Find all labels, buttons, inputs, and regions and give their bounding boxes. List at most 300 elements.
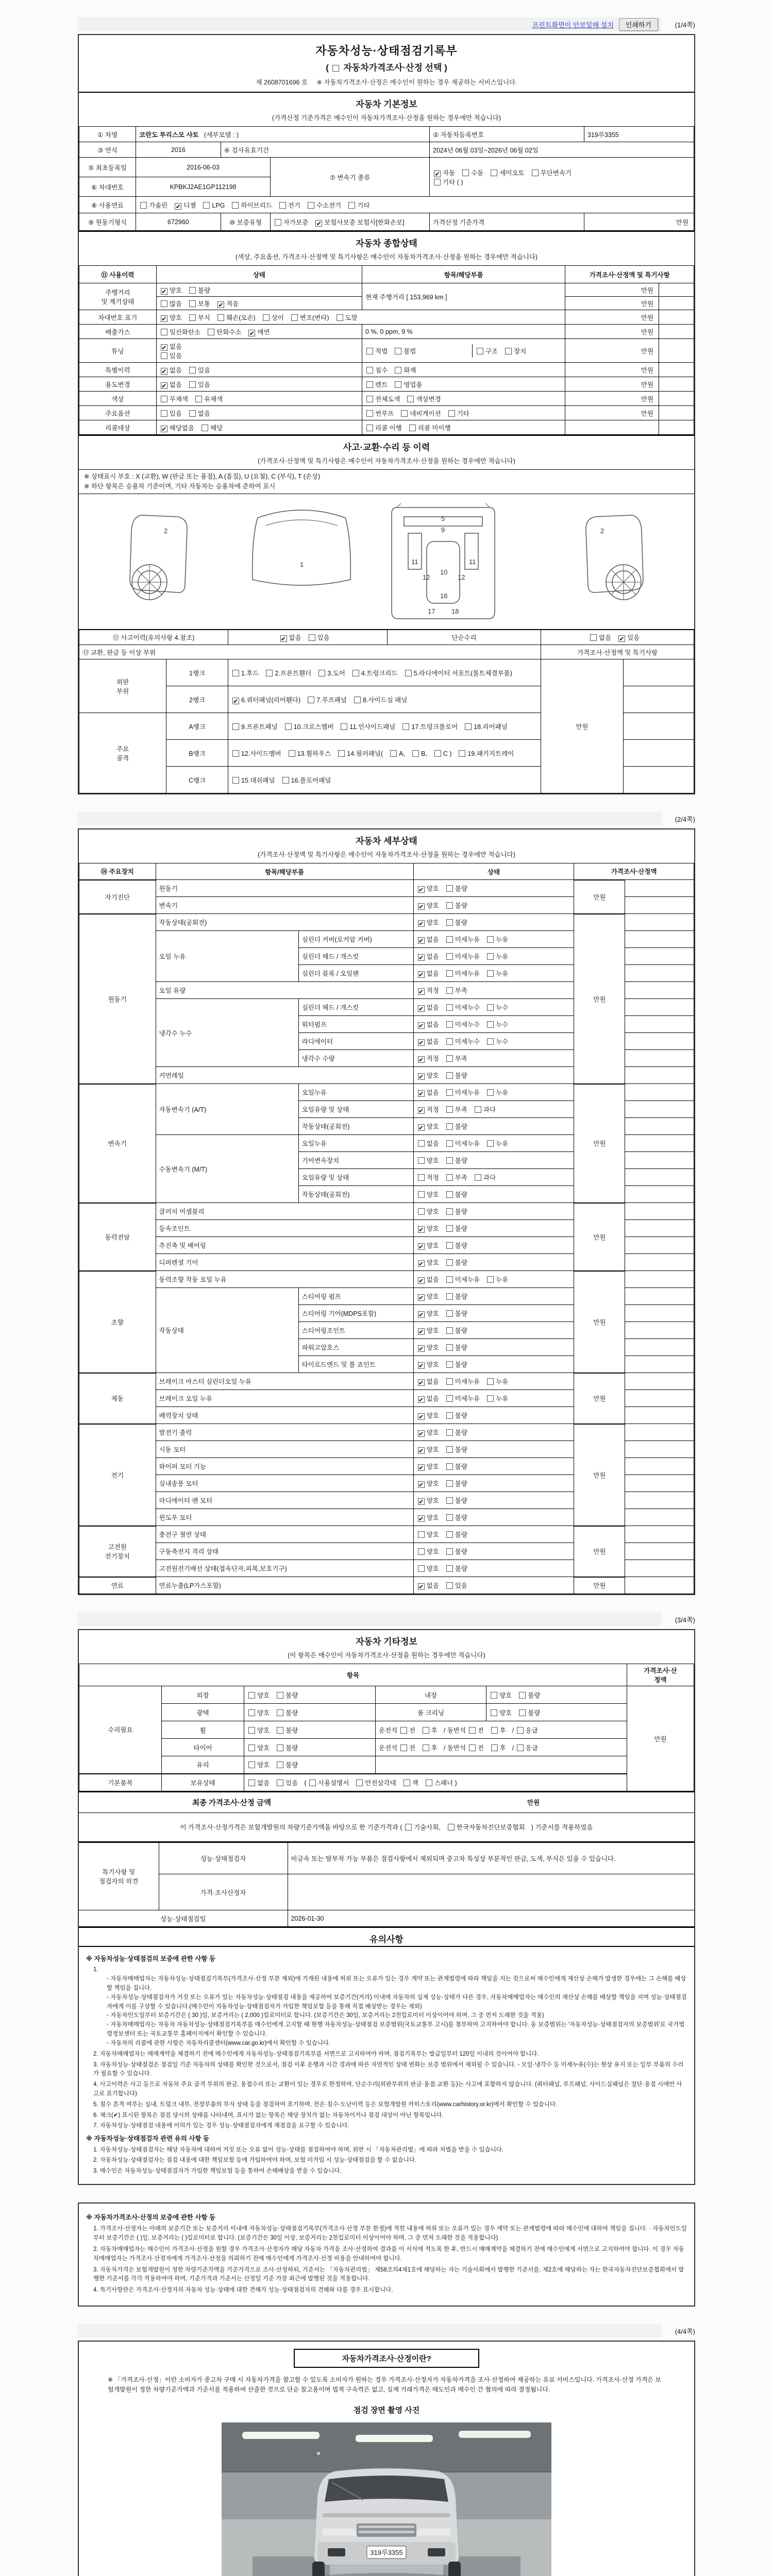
checkbox-없음[interactable]: ✔: [281, 635, 287, 642]
checkbox-화재[interactable]: [395, 367, 401, 374]
checkbox-불량[interactable]: [446, 1191, 453, 1198]
checkbox-불량[interactable]: [519, 1692, 526, 1699]
checkbox-있음[interactable]: [309, 634, 315, 641]
checkbox-해당없음[interactable]: ✔: [161, 425, 167, 433]
checkbox-불량[interactable]: [446, 1480, 453, 1487]
checkbox-색상변경[interactable]: [407, 396, 414, 402]
svg-text:319루3355: 319루3355: [370, 2549, 403, 2557]
checkbox-미세누유[interactable]: [446, 970, 453, 977]
checkbox-과다[interactable]: [475, 1174, 481, 1181]
checkbox-스패너 )[interactable]: [426, 1780, 432, 1786]
device-group: 동력전달: [79, 1203, 156, 1271]
checkbox-미세누유[interactable]: [446, 1378, 453, 1385]
checkbox-누유[interactable]: [487, 1089, 494, 1096]
detail-state: [413, 1016, 574, 1033]
detail-subitem: 스티어링 펌프: [298, 1288, 413, 1305]
detail-item: 작동상태(공회전): [156, 914, 413, 931]
checkbox-9.프론트패널[interactable]: [232, 723, 239, 730]
checkbox-label: 없음: [426, 1140, 439, 1147]
checkbox-한국자동차진단보증협회[interactable]: [448, 1824, 455, 1831]
checkbox-label: 불량: [455, 1531, 467, 1538]
checkbox-매연[interactable]: ✔: [249, 329, 255, 337]
checkbox-누유[interactable]: [487, 1140, 494, 1147]
checkbox-양호[interactable]: [491, 1692, 497, 1699]
checkbox-없음[interactable]: ✔: [161, 344, 167, 351]
checkbox-label: 불량: [285, 1709, 298, 1717]
checkbox-label: 누유: [496, 1089, 509, 1096]
checkbox-없음[interactable]: ✔: [418, 1583, 424, 1590]
checkbox-양호[interactable]: ✔: [418, 1124, 424, 1131]
checkbox-수소전기[interactable]: [308, 202, 314, 209]
checkbox-B,[interactable]: [412, 750, 419, 757]
checkbox-1.후드[interactable]: [232, 670, 239, 676]
checkbox-무채색[interactable]: [161, 396, 167, 402]
checkbox-리콜 미이행[interactable]: [409, 425, 416, 431]
checkbox-양호[interactable]: [418, 1548, 425, 1555]
detail-col-price: 가격조사·산정액: [574, 863, 694, 880]
checkbox-변조(변타)[interactable]: [291, 314, 298, 321]
checkbox-불량[interactable]: [446, 1446, 453, 1453]
checkbox-영업용[interactable]: [395, 381, 401, 388]
checkbox-미세누유[interactable]: [446, 1276, 453, 1283]
checkbox-미세누수[interactable]: [446, 1038, 453, 1045]
detail-item: 커먼레일: [156, 1067, 413, 1084]
notice-title: 유의사항: [79, 1927, 694, 1946]
checkbox-도말[interactable]: [337, 314, 343, 321]
notice-item: 6. 체크(✔) 표시된 항목은 점검 당시의 상태를 나타내며, 표시가 없는 항목은 해당 장치가 없는 자동차이거나 점검 대상이 아닌 항목입니다.: [93, 2112, 444, 2119]
checkbox-불량[interactable]: [446, 1361, 453, 1368]
etc-state: [244, 1704, 376, 1721]
etc-basic-tokens: [244, 1774, 627, 1791]
checkbox-6.쿼터패널(리어휀다)[interactable]: ✔: [233, 697, 239, 705]
detail-price: 만원: [574, 880, 625, 914]
checkbox-label: 기타: [357, 201, 370, 209]
checkbox-양호[interactable]: ✔: [418, 1345, 424, 1352]
checkbox-양호[interactable]: [248, 1727, 255, 1734]
checkbox-없음[interactable]: ✔: [418, 1022, 424, 1029]
detail-item: 윈도우 모터: [156, 1509, 413, 1526]
checkbox-label: B,: [421, 750, 427, 757]
checkbox-불량[interactable]: [277, 1692, 283, 1699]
checkbox-누유[interactable]: [487, 1395, 494, 1402]
checkbox-불량[interactable]: [446, 1497, 453, 1504]
checkbox-A,[interactable]: [390, 750, 397, 757]
checkbox-양호[interactable]: ✔: [418, 1226, 424, 1233]
checkbox-상이[interactable]: [263, 314, 270, 321]
checkbox-탄화수소[interactable]: [208, 329, 214, 335]
checkbox-기타[interactable]: [348, 202, 355, 209]
checkbox-장치[interactable]: [505, 348, 512, 354]
checkbox-미세누유[interactable]: [446, 1395, 453, 1402]
checkbox-양호[interactable]: ✔: [418, 1515, 424, 1522]
checkbox-label: 불량: [455, 1123, 467, 1130]
checkbox-양호[interactable]: ✔: [418, 1481, 424, 1488]
checkbox-13.휠하우스[interactable]: [289, 750, 295, 757]
checkbox-3.도어[interactable]: [318, 670, 325, 676]
checkbox-사용설명서[interactable]: [309, 1780, 316, 1786]
mileage-state-1: [156, 283, 362, 297]
checkbox-없음[interactable]: ✔: [418, 1379, 424, 1386]
checkbox-양호[interactable]: [491, 1709, 497, 1716]
checkbox-수동[interactable]: [462, 170, 469, 176]
checkbox-누유[interactable]: [487, 953, 494, 960]
checkbox-불량[interactable]: [446, 1514, 453, 1521]
checkbox-적법[interactable]: [366, 348, 373, 354]
checkbox-불량[interactable]: [277, 1761, 283, 1768]
checkbox-16.플로어패널[interactable]: [282, 777, 289, 784]
checkbox-있음[interactable]: [189, 367, 196, 374]
checkbox-label: 없음: [426, 1021, 439, 1028]
checkbox-label: 적정: [426, 1174, 439, 1181]
detail-state: [413, 1322, 574, 1339]
checkbox-label: 후: [431, 1744, 438, 1752]
checkbox-없음[interactable]: ✔: [418, 1396, 424, 1403]
checkbox-부족[interactable]: [446, 1106, 453, 1113]
checkbox-양호[interactable]: ✔: [418, 886, 424, 893]
checkbox-label: A,: [399, 750, 405, 757]
checkbox-불량[interactable]: [446, 919, 453, 926]
checkbox-label: 양호: [426, 1412, 439, 1419]
checkbox-label: 변조(변타): [299, 314, 329, 321]
checkbox-안전삼각대[interactable]: [356, 1780, 363, 1786]
checkbox-부족[interactable]: [446, 987, 453, 994]
checkbox-불량[interactable]: [519, 1709, 526, 1716]
checkbox-불량[interactable]: [446, 1463, 453, 1470]
checkbox-응급[interactable]: [517, 1744, 524, 1751]
checkbox-불량[interactable]: [446, 1327, 453, 1334]
checkbox-누유[interactable]: [487, 1276, 494, 1283]
checkbox-양호[interactable]: [418, 1531, 425, 1538]
etc-free: [376, 1721, 627, 1739]
checkbox-미세누유[interactable]: [446, 1140, 453, 1147]
checkbox-없음[interactable]: ✔: [418, 1005, 424, 1012]
checkbox-14.필러패널([interactable]: [338, 750, 345, 757]
checkbox-렌트[interactable]: [366, 381, 373, 388]
checkbox-미세누수[interactable]: [446, 1004, 453, 1011]
rank-items: [228, 686, 541, 713]
detail-item: 클러치 어셈블리: [156, 1203, 413, 1220]
checkbox-후[interactable]: [423, 1744, 429, 1751]
checkbox-양호[interactable]: ✔: [418, 1311, 424, 1318]
checkbox-label: 불량: [455, 1327, 467, 1334]
checkbox-누수[interactable]: [487, 1038, 494, 1045]
checkbox-양호[interactable]: ✔: [418, 1430, 424, 1437]
checkbox-8.사이드실 패널[interactable]: [354, 697, 361, 703]
checkbox-label: 부족: [455, 1174, 467, 1181]
checkbox-2.프론트휀더[interactable]: [266, 670, 273, 676]
checkbox-유채색[interactable]: [195, 396, 202, 402]
checkbox-미세누유[interactable]: [446, 953, 453, 960]
checkbox-불량[interactable]: [277, 1709, 283, 1716]
checkbox-구조[interactable]: [477, 348, 483, 354]
checkbox-불량[interactable]: [446, 1531, 453, 1538]
checkbox-디젤[interactable]: ✔: [175, 202, 181, 210]
checkbox-양호[interactable]: ✔: [418, 1447, 424, 1454]
checkbox-label: 있음: [627, 634, 640, 641]
checkbox-label: 기타 ( ): [443, 178, 463, 186]
checkbox-4.트렁크리드[interactable]: [352, 670, 359, 676]
checkbox-label: 있음: [285, 1779, 298, 1787]
checkbox-가솔린[interactable]: [140, 202, 147, 209]
checkbox-label: 양호: [426, 1463, 439, 1470]
print-button[interactable]: 인쇄하기: [619, 18, 658, 31]
checkbox-불량[interactable]: [446, 1344, 453, 1351]
checkbox-해당[interactable]: [201, 425, 208, 431]
checkbox-label: 미세누유: [455, 936, 480, 943]
checkbox-후[interactable]: [423, 1727, 429, 1734]
checkbox-불량[interactable]: [446, 1310, 453, 1317]
checkbox-양호[interactable]: [248, 1709, 255, 1716]
checkbox-label: 양호: [426, 902, 439, 909]
checkbox-양호[interactable]: ✔: [418, 1464, 424, 1471]
checkbox-누수[interactable]: [487, 1021, 494, 1028]
checkbox-label: 불량: [455, 1157, 467, 1164]
checkbox-부식[interactable]: [189, 314, 196, 321]
checkbox-label: 무단변속기: [540, 169, 572, 177]
row-items: [362, 406, 565, 420]
inline-text: /: [512, 1726, 514, 1734]
checkbox-label: 양호: [257, 1691, 270, 1699]
checkbox-적정[interactable]: [418, 1174, 425, 1181]
detail-state-table: [79, 863, 694, 1594]
checkbox-있음[interactable]: [161, 410, 167, 417]
checkbox-불량[interactable]: [446, 1412, 453, 1419]
checkbox-label: 전: [477, 1744, 484, 1752]
checkbox-price-appraisal-select[interactable]: [332, 65, 339, 72]
checkbox-썬루프[interactable]: [366, 410, 373, 417]
checkbox-많음[interactable]: [161, 300, 167, 307]
checkbox-전체도색[interactable]: [366, 396, 373, 402]
checkbox-전기[interactable]: [279, 202, 286, 209]
checkbox-부족[interactable]: [446, 1174, 453, 1181]
checkbox-불량[interactable]: [446, 1293, 453, 1300]
checkbox-양호[interactable]: ✔: [418, 1073, 424, 1080]
checkbox-있음[interactable]: [446, 1582, 453, 1589]
checkbox-양호[interactable]: [248, 1692, 255, 1699]
checkbox-불법[interactable]: [395, 348, 401, 354]
checkbox-불량[interactable]: [446, 1548, 453, 1555]
checkbox-없음[interactable]: ✔: [418, 1090, 424, 1097]
checkbox-없음[interactable]: [189, 410, 196, 417]
checkbox-누유[interactable]: [487, 936, 494, 943]
checkbox-무단변속기[interactable]: [532, 170, 539, 176]
detail-item: 오일 누유: [156, 931, 298, 982]
checkbox-label: 양호: [426, 919, 439, 926]
checkbox-양호[interactable]: [248, 1761, 255, 1768]
detail-item: 원동기: [156, 880, 413, 897]
checkbox-양호[interactable]: ✔: [418, 1362, 424, 1369]
checkbox-침수[interactable]: [366, 367, 373, 374]
checkbox-label: 응급: [525, 1726, 538, 1734]
notice-item: 2. 자동차매매업자는 매매계약을 체결하기 전에 매수인에게 자동차성능·상태점검기록부를 서면으로 고지하여야 하며, 점검기록부는 발급일부터 120일 이내의 것이어야 합니다.: [93, 2050, 539, 2057]
checkbox-양호[interactable]: [418, 1208, 425, 1215]
checkbox-label: 장치: [514, 347, 527, 355]
checkbox-LPG[interactable]: [203, 202, 210, 209]
checkbox-19.패키지트레이[interactable]: [459, 750, 465, 757]
checkbox-불량[interactable]: [446, 1429, 453, 1436]
checkbox-리콜 이행[interactable]: [366, 425, 373, 431]
checkbox-잭[interactable]: [404, 1780, 410, 1786]
checkbox-양호[interactable]: ✔: [418, 1294, 424, 1301]
checkbox-없음[interactable]: ✔: [418, 1039, 424, 1046]
checkbox-15.대쉬패널[interactable]: [232, 777, 239, 784]
checkbox-양호[interactable]: [418, 1565, 425, 1572]
row-items: [362, 420, 565, 435]
row-items: [362, 363, 565, 377]
etc-item-2: 내장: [376, 1686, 486, 1704]
checkbox-10.크로스멤버[interactable]: [285, 723, 292, 730]
car-name-value: 코란도 투리스모 샤토 (세부모델 : ): [136, 127, 430, 142]
checkbox-label: 없음: [426, 1089, 439, 1096]
checkbox-일산화탄소[interactable]: [161, 329, 167, 335]
checkbox-기술사회,[interactable]: [405, 1824, 412, 1831]
checkbox-기타 ( )[interactable]: [434, 179, 441, 185]
checkbox-하이브리드[interactable]: [232, 202, 239, 209]
checkbox-자동[interactable]: ✔: [434, 170, 440, 178]
checkbox-응급[interactable]: [517, 1727, 524, 1734]
checkbox-없음[interactable]: ✔: [161, 367, 167, 375]
checkbox-훼손(오손)[interactable]: [217, 314, 224, 321]
install-print-link[interactable]: 프린트화면이 안보일때 설치: [532, 21, 614, 29]
checkbox-없음[interactable]: ✔: [418, 971, 424, 978]
checkbox-양호[interactable]: ✔: [418, 1260, 424, 1267]
checkbox-불량[interactable]: [446, 885, 453, 892]
checkbox-불량[interactable]: [446, 1242, 453, 1249]
checkbox-label: 불량: [455, 1429, 467, 1436]
checkbox-양호[interactable]: [248, 1744, 255, 1751]
checkbox-label: 불량: [455, 1565, 467, 1572]
checkbox-label: 전체도색: [375, 395, 400, 403]
accident-section-sub: (가격조사·산정액 및 특기사항은 매수인이 자동차가격조사·산정을 원하는 경우에만 적습니다): [258, 457, 515, 465]
checkbox-label: 미세누유: [455, 1089, 480, 1096]
checkbox-전[interactable]: [469, 1744, 476, 1751]
checkbox-label: 불법: [404, 347, 416, 355]
etc-state: [244, 1756, 376, 1774]
checkbox-불량[interactable]: [446, 902, 453, 909]
checkbox-양호[interactable]: ✔: [418, 1498, 424, 1505]
detail-item: 와이퍼 모터 기능: [156, 1458, 413, 1475]
detail-state: [413, 1118, 574, 1135]
checkbox-누유[interactable]: [487, 970, 494, 977]
checkbox-불량[interactable]: [446, 1259, 453, 1266]
checkbox-11.인사이드패널[interactable]: [341, 723, 347, 730]
appraiser-opinion-text: [288, 1874, 694, 1910]
detail-state: [413, 1101, 574, 1118]
checkbox-없음[interactable]: ✔: [418, 954, 424, 961]
checkbox-불량[interactable]: [446, 1225, 453, 1232]
tuning-label: 튜닝: [79, 339, 157, 363]
checkbox-17.트렁크플로어[interactable]: [402, 723, 409, 730]
checkbox-전[interactable]: [400, 1727, 407, 1734]
detail-col-state: 상태: [413, 863, 574, 880]
checkbox-적음[interactable]: ✔: [218, 301, 224, 309]
checkbox-미세누수[interactable]: [446, 1021, 453, 1028]
checkbox-미세누유[interactable]: [446, 1089, 453, 1096]
checkbox-label: 11.인사이드패널: [349, 723, 396, 731]
year-value: 2016: [136, 142, 221, 158]
checkbox-부족[interactable]: [446, 1055, 453, 1062]
checkbox-12.사이드멤버[interactable]: [232, 750, 239, 757]
checkbox-없음[interactable]: ✔: [418, 1277, 424, 1284]
checkbox-있음[interactable]: ✔: [619, 635, 625, 642]
checkbox-누수[interactable]: [487, 1004, 494, 1011]
checkbox-없음[interactable]: [418, 1140, 425, 1147]
checkbox-label: 리콜 미이행: [417, 424, 451, 432]
checkbox-label: 불량: [197, 286, 211, 294]
checkbox-label: 불량: [455, 1072, 467, 1079]
checkbox-불량[interactable]: [446, 1208, 453, 1215]
checkbox-양호[interactable]: ✔: [418, 903, 424, 910]
checkbox-18.리어패널[interactable]: [465, 723, 472, 730]
checkbox-기타[interactable]: [448, 410, 455, 417]
checkbox-양호[interactable]: ✔: [418, 1328, 424, 1335]
checkbox-미세누유[interactable]: [446, 936, 453, 943]
checkbox-양호[interactable]: ✔: [418, 920, 424, 927]
checkbox-없음[interactable]: ✔: [418, 937, 424, 944]
checkbox-양호[interactable]: ✔: [418, 1243, 424, 1250]
checkbox-양호[interactable]: ✔: [161, 315, 167, 323]
checkbox-후[interactable]: [491, 1744, 498, 1751]
checkbox-양호[interactable]: [418, 1157, 425, 1164]
checkbox-과다[interactable]: [475, 1106, 481, 1113]
checkbox-불량[interactable]: [277, 1744, 283, 1751]
overall-section-title: 자동차 종합상태: [79, 231, 694, 250]
detail-subitem: 기어변속장치: [298, 1152, 413, 1169]
checkbox-label: 불량: [528, 1691, 541, 1699]
checkbox-불량[interactable]: [446, 1157, 453, 1164]
checkbox-양호[interactable]: ✔: [418, 1413, 424, 1420]
checkbox-label: 양호: [426, 1259, 439, 1266]
state-code-note: ※ 상태표시 부호 : X (교환), W (판금 또는 용접), A (흠집), U (요철), C (부식), T (손상): [84, 473, 321, 480]
checkbox-없음[interactable]: ✔: [161, 382, 167, 389]
detail-state: [413, 931, 574, 948]
checkbox-보험사보증 보험사[한화손보][interactable]: ✔: [316, 219, 322, 227]
checkbox-있음[interactable]: [189, 381, 196, 388]
doc-number-line: [79, 77, 694, 87]
checkbox-C )[interactable]: [434, 750, 441, 757]
checkbox-불량[interactable]: [446, 1123, 453, 1130]
checkbox-없음[interactable]: [590, 634, 597, 641]
checkbox-자가보증[interactable]: [275, 219, 281, 226]
checkbox-7.루프패널[interactable]: [308, 697, 314, 703]
checkbox-전[interactable]: [469, 1727, 476, 1734]
inspector-opinion-text: 비금속 또는 탈부착 가능 부품은 점검사항에서 제외되며 중고차 특성상 부분적인 판금, 도색, 부식은 있을 수 있습니다.: [288, 1842, 694, 1874]
checkbox-label: 양호: [257, 1761, 270, 1769]
checkbox-있음[interactable]: [161, 352, 167, 359]
checkbox-불량[interactable]: [446, 1072, 453, 1079]
checkbox-적정[interactable]: ✔: [418, 988, 424, 995]
checkbox-불량[interactable]: [446, 1565, 453, 1572]
col-items: 항목/해당부품: [362, 266, 565, 283]
checkbox-보통[interactable]: [189, 300, 196, 307]
detail-item: 변속기: [156, 897, 413, 914]
checkbox-5.라디에이터 서포트(볼트체결부품)[interactable]: [405, 670, 412, 676]
checkbox-누유[interactable]: [487, 1378, 494, 1385]
checkbox-적정[interactable]: ✔: [418, 1107, 424, 1114]
checkbox-네비게이션[interactable]: [401, 410, 408, 417]
checkbox-있음[interactable]: [277, 1780, 283, 1786]
checkbox-불량[interactable]: [189, 287, 196, 294]
checkbox-양호[interactable]: ✔: [161, 287, 167, 295]
checkbox-label: 불량: [455, 1259, 467, 1266]
checkbox-양호[interactable]: [418, 1191, 425, 1198]
checkbox-적정[interactable]: ✔: [418, 1056, 424, 1063]
checkbox-세미오토[interactable]: [491, 170, 497, 176]
checkbox-없음[interactable]: [248, 1780, 255, 1786]
checkbox-전[interactable]: [400, 1744, 407, 1751]
checkbox-후[interactable]: [491, 1727, 498, 1734]
checkbox-불량[interactable]: [277, 1727, 283, 1734]
